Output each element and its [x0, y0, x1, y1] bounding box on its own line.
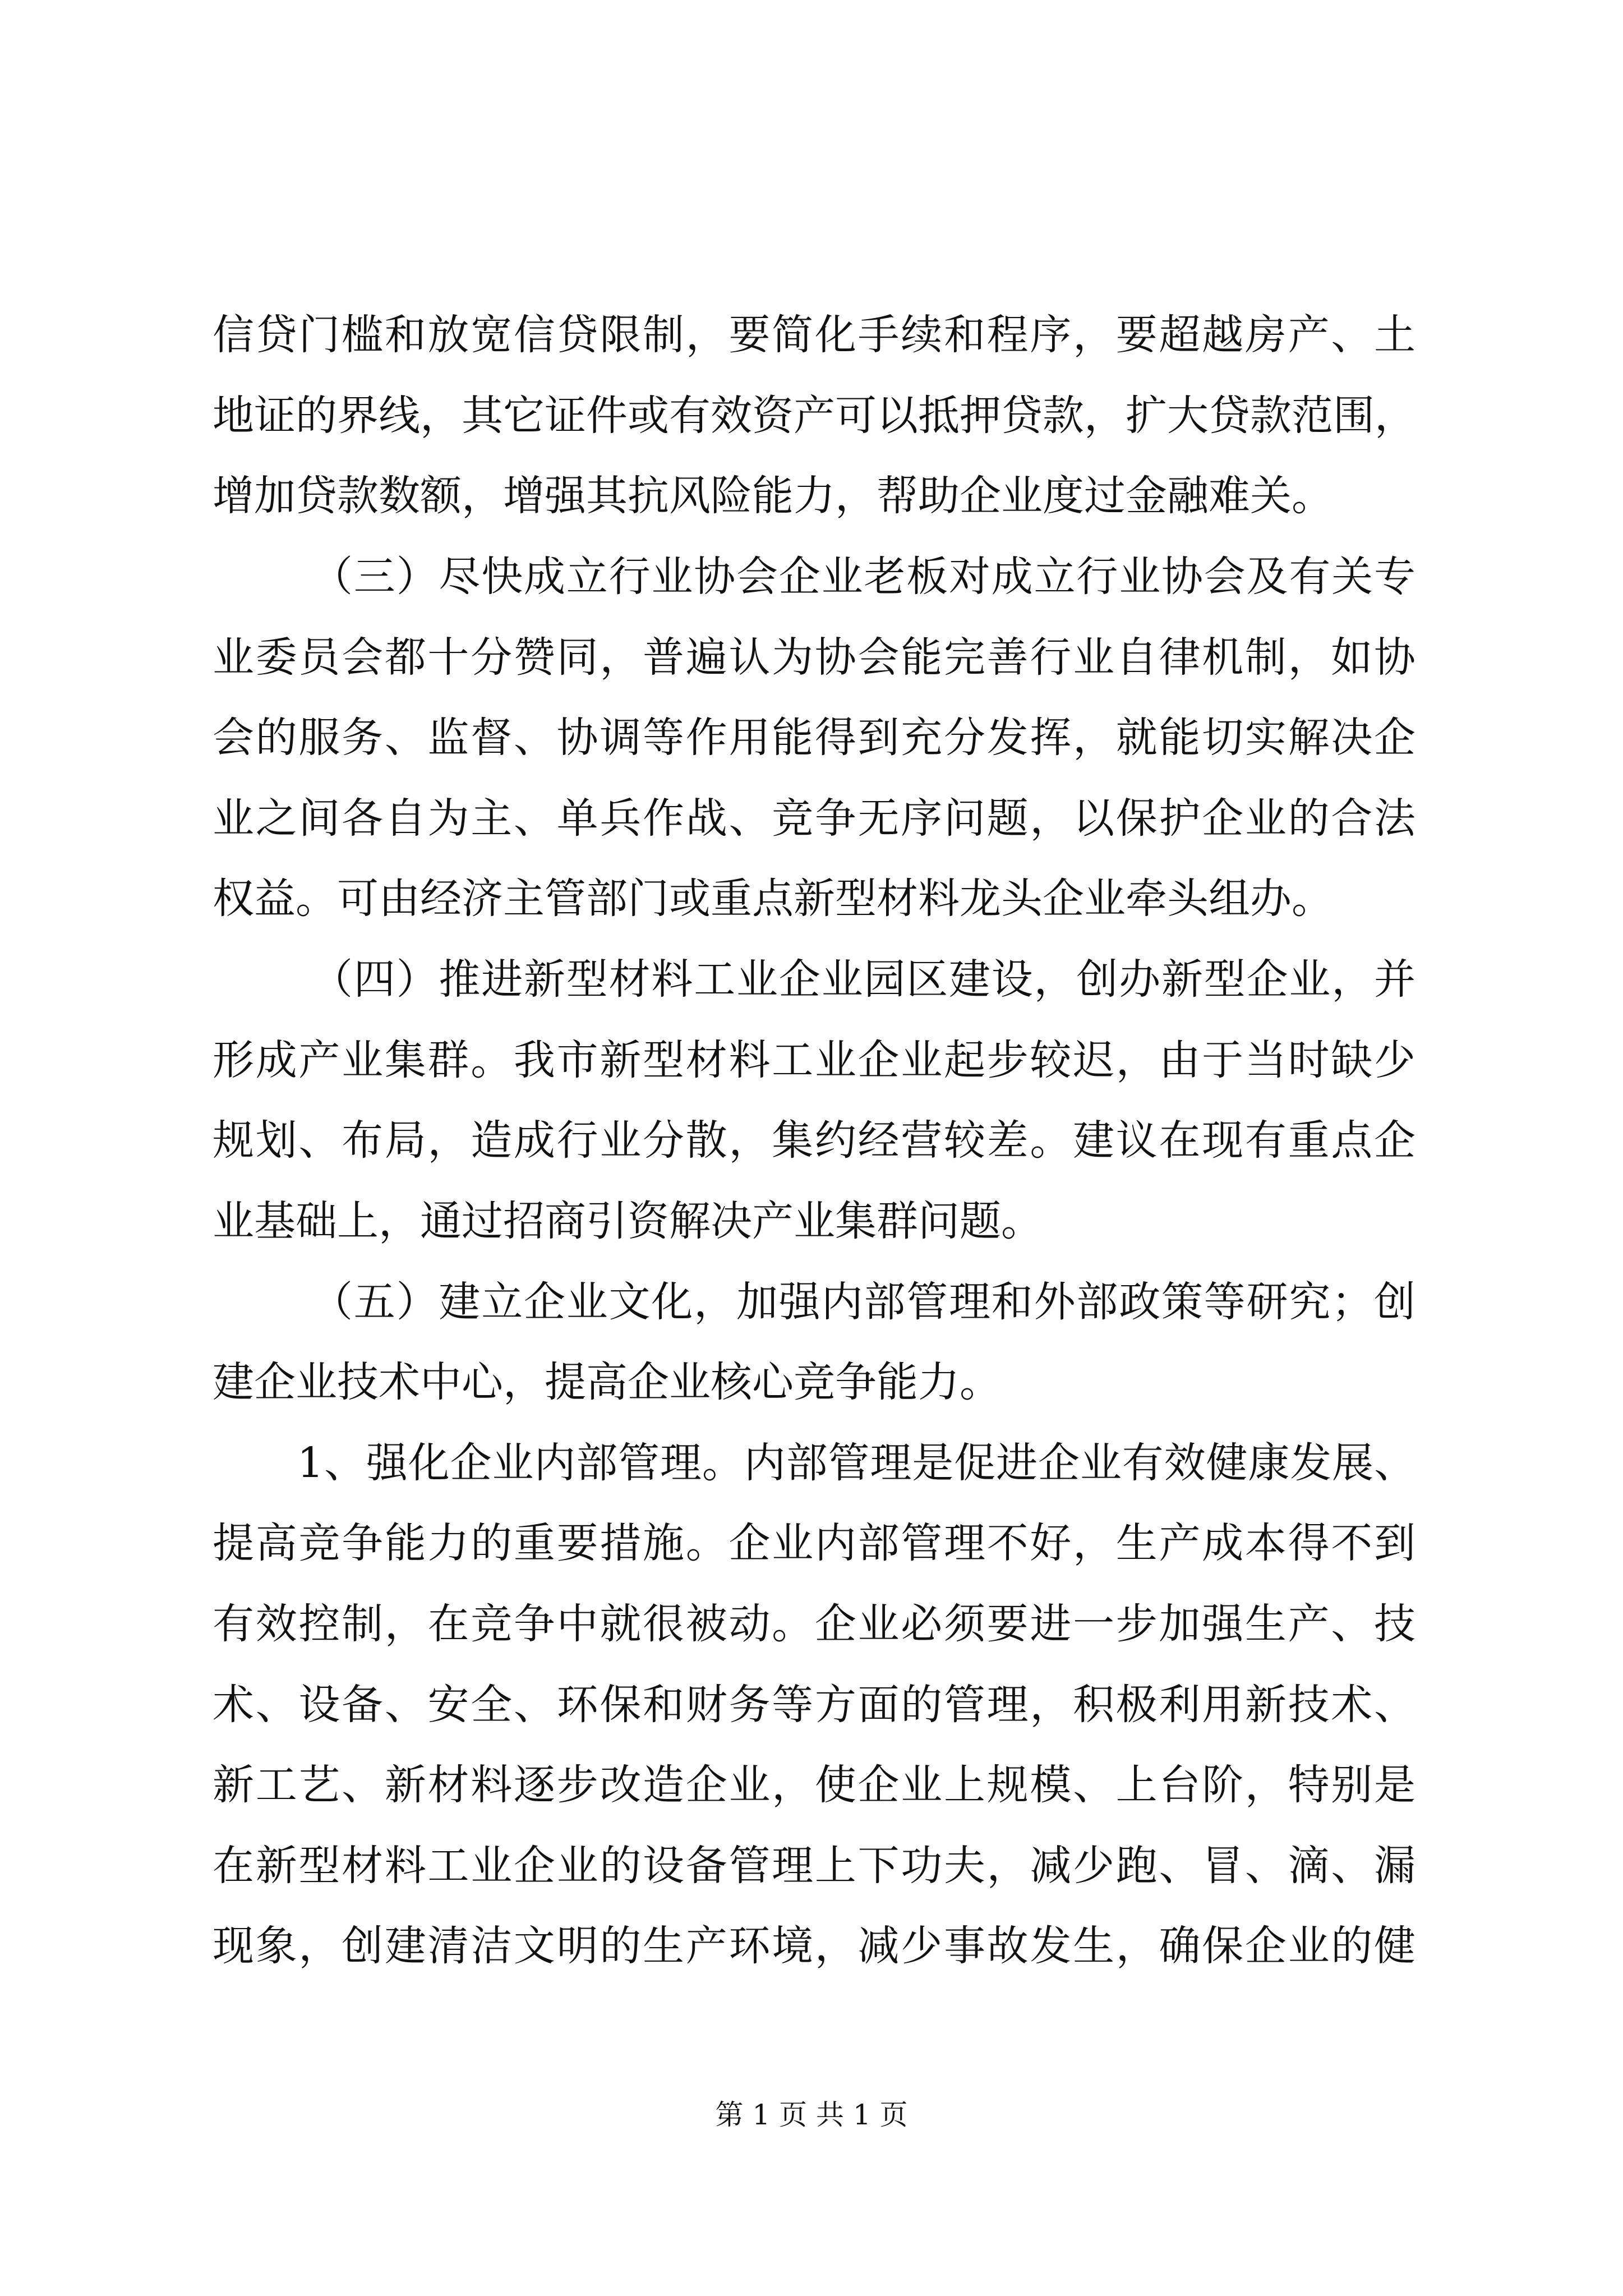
- text-line: 新工艺、新材料逐步改造企业，使企业上规模、上台阶，特别是: [213, 1761, 1415, 1809]
- text-line: 建企业技术中心，提高企业核心竞争能力。: [213, 1358, 1001, 1406]
- text-line: 提高竞争能力的重要措施。企业内部管理不好，生产成本得不到: [213, 1519, 1415, 1567]
- text-line: 规划、布局，造成行业分散，集约经营较差。建议在现有重点企: [213, 1116, 1415, 1165]
- text-line: 业之间各自为主、单兵作战、竞争无序问题，以保护企业的合法: [213, 794, 1415, 843]
- page-footer: 第 1 页 共 1 页: [715, 2099, 908, 2131]
- text-line: 业委员会都十分赞同，普遍认为协会能完善行业自律机制，如协: [213, 633, 1415, 682]
- text-line: 现象，创建清洁文明的生产环境，减少事故发生，确保企业的健: [213, 1922, 1415, 1970]
- text-line: 1、强化企业内部管理。内部管理是促进企业有效健康发展、: [297, 1439, 1415, 1487]
- text-line: （四）推进新型材料工业企业园区建设，创办新型企业，并: [311, 955, 1415, 1004]
- text-line: （五）建立企业文化，加强内部管理和外部政策等研究；创: [311, 1278, 1415, 1326]
- text-line: 会的服务、监督、协调等作用能得到充分发挥，就能切实解决企: [213, 714, 1415, 762]
- text-line: 形成产业集群。我市新型材料工业企业起步较迟，由于当时缺少: [213, 1036, 1415, 1084]
- text-line: 有效控制，在竞争中就很被动。企业必须要进一步加强生产、技: [213, 1600, 1415, 1648]
- text-line: 增加贷款数额，增强其抗风险能力，帮助企业度过金融难关。: [213, 472, 1333, 520]
- text-line: 在新型材料工业企业的设备管理上下功夫，减少跑、冒、滴、漏: [213, 1842, 1415, 1890]
- text-line: 术、设备、安全、环保和财务等方面的管理，积极利用新技术、: [213, 1681, 1415, 1729]
- text-line: 权益。可由经济主管部门或重点新型材料龙头企业牵头组办。: [213, 875, 1333, 923]
- text-line: （三）尽快成立行业协会企业老板对成立行业协会及有关专: [311, 553, 1415, 601]
- text-line: 地证的界线，其它证件或有效资产可以抵押贷款，扩大贷款范围，: [213, 392, 1416, 440]
- text-line: 业基础上，通过招商引资解决产业集群问题。: [213, 1197, 1043, 1245]
- text-line: 信贷门槛和放宽信贷限制，要简化手续和程序，要超越房产、土: [213, 311, 1415, 359]
